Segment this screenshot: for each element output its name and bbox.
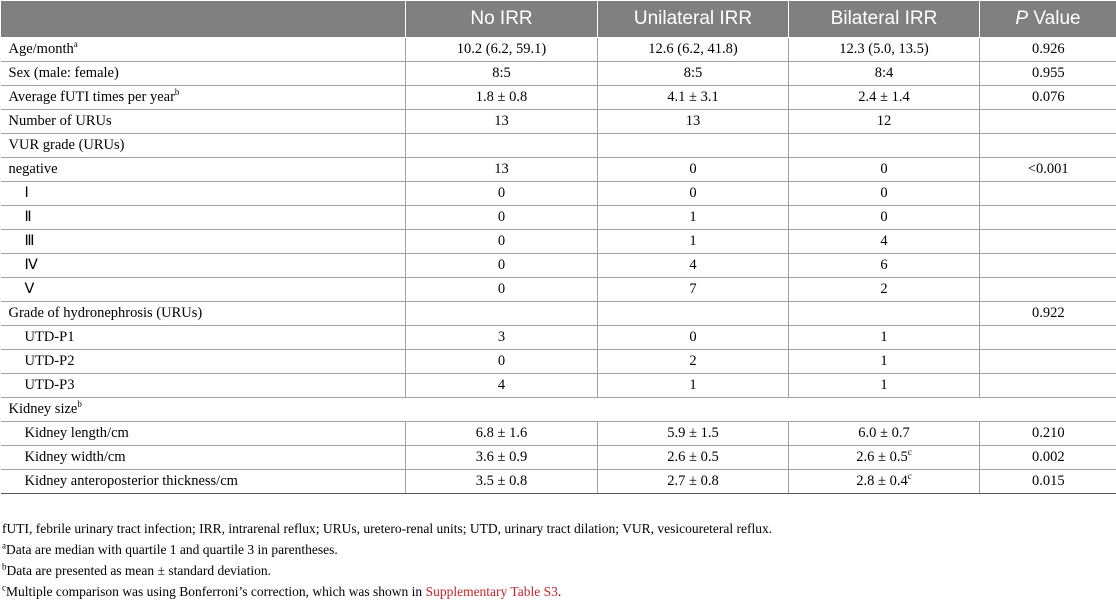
row-label: Ⅰ xyxy=(1,182,406,206)
cell-unilateral: 1 xyxy=(598,374,789,398)
cell-unilateral: 1 xyxy=(598,206,789,230)
row-label: Number of URUs xyxy=(1,110,406,134)
table-row xyxy=(1,446,1116,470)
cell-bilateral xyxy=(789,302,980,326)
cell-no-irr: 4 xyxy=(406,374,598,398)
row-label: Ⅱ xyxy=(1,206,406,230)
cell-p-value: <0.001 xyxy=(980,158,1116,182)
row-label: Kidney anteroposterior thickness/cm xyxy=(1,470,406,494)
cell-no-irr: 0 xyxy=(406,230,598,254)
row-label: VUR grade (URUs) xyxy=(1,134,406,158)
table-row xyxy=(1,62,1116,86)
cell-p-value: 0.922 xyxy=(980,302,1116,326)
cell-unilateral: 13 xyxy=(598,110,789,134)
row-label: Age/month$^a$ xyxy=(1,38,406,62)
cell-bilateral: 1 xyxy=(789,350,980,374)
row-label: UTD-P2 xyxy=(1,350,406,374)
cell-no-irr xyxy=(406,302,598,326)
row-label: Kidney length/cm xyxy=(1,422,406,446)
cell-p-value: 0.955 xyxy=(980,62,1116,86)
cell-bilateral: 2.8 ± 0.4$^c$ xyxy=(789,470,980,494)
table-row xyxy=(1,254,1116,278)
cell-no-irr: 3.5 ± 0.8 xyxy=(406,470,598,494)
cell-bilateral: 8:4 xyxy=(789,62,980,86)
cell-unilateral: 0 xyxy=(598,326,789,350)
row-label: UTD-P3 xyxy=(1,374,406,398)
header-blank xyxy=(1,1,406,38)
cell-no-irr: 13 xyxy=(406,158,598,182)
cell-unilateral: 7 xyxy=(598,278,789,302)
cell-bilateral: 0 xyxy=(789,182,980,206)
table-row xyxy=(1,230,1116,254)
cell-p-value: 0.926 xyxy=(980,38,1116,62)
row-label: Kidney width/cm xyxy=(1,446,406,470)
cell-p-value xyxy=(980,254,1116,278)
cell-no-irr: 13 xyxy=(406,110,598,134)
row-label: Kidney size$^b$ xyxy=(1,398,1116,422)
cell-p-value: 0.076 xyxy=(980,86,1116,110)
cell-no-irr: 10.2 (6.2, 59.1) xyxy=(406,38,598,62)
cell-unilateral: 4 xyxy=(598,254,789,278)
cell-no-irr: 3.6 ± 0.9 xyxy=(406,446,598,470)
cell-no-irr: 0 xyxy=(406,254,598,278)
cell-no-irr: 0 xyxy=(406,350,598,374)
cell-unilateral: 8:5 xyxy=(598,62,789,86)
cell-unilateral: 0 xyxy=(598,182,789,206)
header-p-word: Value xyxy=(1033,8,1080,29)
table-row xyxy=(1,206,1116,230)
footnote-a: $^a$Data are median with quartile 1 and quartile 3 in parentheses. xyxy=(0,541,772,558)
cell-p-value xyxy=(980,206,1116,230)
table-row xyxy=(1,350,1116,374)
cell-unilateral: 2.7 ± 0.8 xyxy=(598,470,789,494)
cell-no-irr: 3 xyxy=(406,326,598,350)
cell-unilateral: 1 xyxy=(598,230,789,254)
cell-bilateral xyxy=(789,134,980,158)
cell-bilateral: 0 xyxy=(789,206,980,230)
row-label: UTD-P1 xyxy=(1,326,406,350)
row-label: Grade of hydronephrosis (URUs) xyxy=(1,302,406,326)
cell-unilateral: 5.9 ± 1.5 xyxy=(598,422,789,446)
cell-unilateral: 12.6 (6.2, 41.8) xyxy=(598,38,789,62)
table-row-section xyxy=(1,398,1116,422)
table-row xyxy=(1,182,1116,206)
cell-no-irr: 0 xyxy=(406,206,598,230)
cell-bilateral: 1 xyxy=(789,374,980,398)
table-row xyxy=(1,326,1116,350)
table-row xyxy=(1,278,1116,302)
cell-p-value xyxy=(980,110,1116,134)
cell-no-irr xyxy=(406,134,598,158)
header-p-letter: P xyxy=(1015,8,1028,29)
table-row xyxy=(1,470,1116,494)
cell-p-value: 0.210 xyxy=(980,422,1116,446)
cell-no-irr: 8:5 xyxy=(406,62,598,86)
cell-p-value xyxy=(980,134,1116,158)
header-bilateral-irr: Bilateral IRR xyxy=(789,1,980,38)
footnote-c: $^c$Multiple comparison was using Bonferroni’s correction, which was shown in Supplementary Table S3. xyxy=(0,583,772,600)
cell-unilateral xyxy=(598,134,789,158)
header-unilateral-irr: Unilateral IRR xyxy=(598,1,789,38)
footnote-abbreviations: fUTI, febrile urinary tract infection; IRR, intrarenal reflux; URUs, uretero-renal units; UTD, urinary tract dilation; VUR, vesicoureteral reflux. xyxy=(0,520,772,537)
cell-bilateral: 6 xyxy=(789,254,980,278)
row-label: Sex (male: female) xyxy=(1,62,406,86)
cell-unilateral: 2 xyxy=(598,350,789,374)
cell-p-value xyxy=(980,230,1116,254)
cell-unilateral: 4.1 ± 3.1 xyxy=(598,86,789,110)
table-row xyxy=(1,134,1116,158)
row-label: Ⅴ xyxy=(1,278,406,302)
cell-bilateral: 2 xyxy=(789,278,980,302)
cell-p-value xyxy=(980,350,1116,374)
cell-no-irr: 0 xyxy=(406,278,598,302)
table-row xyxy=(1,422,1116,446)
cell-unilateral: 0 xyxy=(598,158,789,182)
header-row xyxy=(1,1,1116,38)
cell-no-irr: 6.8 ± 1.6 xyxy=(406,422,598,446)
cell-p-value xyxy=(980,326,1116,350)
header-p-value xyxy=(980,1,1116,38)
cell-bilateral: 1 xyxy=(789,326,980,350)
cell-bilateral: 2.4 ± 1.4 xyxy=(789,86,980,110)
cell-bilateral: 12.3 (5.0, 13.5) xyxy=(789,38,980,62)
cell-p-value xyxy=(980,278,1116,302)
table-row xyxy=(1,302,1116,326)
cell-bilateral: 6.0 ± 0.7 xyxy=(789,422,980,446)
supplementary-table-link[interactable]: Supplementary Table S3 xyxy=(426,584,558,599)
cell-bilateral: 4 xyxy=(789,230,980,254)
table-row xyxy=(1,374,1116,398)
row-label: negative xyxy=(1,158,406,182)
row-label: Ⅳ xyxy=(1,254,406,278)
cell-p-value: 0.015 xyxy=(980,470,1116,494)
header-no-irr: No IRR xyxy=(406,1,598,38)
table-row xyxy=(1,86,1116,110)
cell-no-irr: 1.8 ± 0.8 xyxy=(406,86,598,110)
table-footnotes xyxy=(0,520,772,604)
footnote-b: $^b$Data are presented as mean ± standard deviation. xyxy=(0,562,772,579)
cell-p-value: 0.002 xyxy=(980,446,1116,470)
cell-p-value xyxy=(980,182,1116,206)
cell-bilateral: 0 xyxy=(789,158,980,182)
cell-unilateral xyxy=(598,302,789,326)
row-label: Average fUTI times per year$^b$ xyxy=(1,86,406,110)
row-label: Ⅲ xyxy=(1,230,406,254)
table-row xyxy=(1,110,1116,134)
cell-bilateral: 2.6 ± 0.5$^c$ xyxy=(789,446,980,470)
cell-unilateral: 2.6 ± 0.5 xyxy=(598,446,789,470)
cell-no-irr: 0 xyxy=(406,182,598,206)
cell-p-value xyxy=(980,374,1116,398)
cell-bilateral: 12 xyxy=(789,110,980,134)
table-row xyxy=(1,38,1116,62)
table-row xyxy=(1,158,1116,182)
